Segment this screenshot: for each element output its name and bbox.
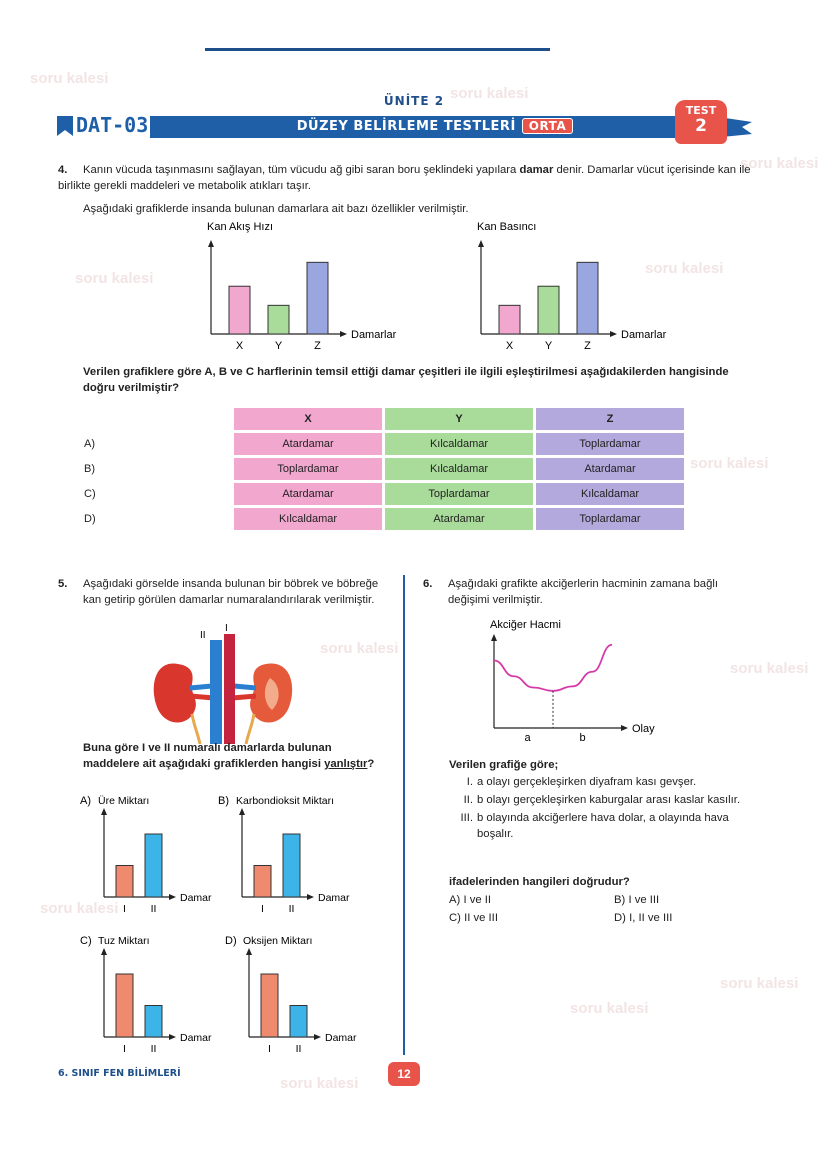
test-number: 2	[695, 116, 707, 136]
chart-title: Kan Akış Hızı	[207, 221, 274, 233]
x-axis-arrow-icon	[610, 331, 617, 337]
option-label: A)	[80, 795, 91, 807]
phase-label-a: a	[524, 732, 531, 744]
q6-ask: ifadelerinden hangileri doğrudur?	[449, 876, 630, 888]
cell-z: Kılcaldamar	[536, 483, 684, 505]
q6-number: 6.	[423, 578, 433, 590]
header-x: X	[234, 408, 382, 430]
watermark: soru kalesi	[730, 660, 809, 677]
option-label[interactable]: A)	[84, 438, 95, 450]
header-title	[150, 118, 720, 134]
cell-x: Kılcaldamar	[234, 508, 382, 530]
chart-akciger-hacmi	[478, 614, 678, 754]
footer-subject: 6. SINIF FEN BİLİMLERİ	[58, 1068, 181, 1079]
option-label[interactable]: B)	[84, 463, 95, 475]
option-label: C)	[80, 935, 92, 947]
y-axis-arrow-icon	[101, 808, 107, 815]
statement-text: b olayında akciğerlere hava dolar, a olayında hava boşalır.	[477, 812, 729, 840]
bar-ii	[145, 1006, 162, 1038]
q4-intro2: Aşağıdaki grafiklerde insanda bulunan damarlara ait bazı özellikler verilmiştir.	[83, 203, 469, 215]
tick-label: II	[150, 903, 157, 915]
cell-x: Atardamar	[234, 483, 382, 505]
unit-title: ÜNİTE 2	[383, 94, 445, 108]
tick-label: Y	[544, 340, 553, 352]
watermark: soru kalesi	[75, 270, 154, 287]
cell-z: Toplardamar	[536, 433, 684, 455]
q4-intro-text1: Kanın vücuda taşınmasını sağlayan, tüm vücudu ağ gibi saran boru şeklindeki yapılara	[83, 164, 520, 176]
q5-intro-text: Aşağıdaki görselde insanda bulunan bir böbrek ve böbreğe kan getirip görülen damarlar numaralandırılarak verilmiştir.	[83, 578, 379, 606]
bar-i	[261, 974, 278, 1037]
option-label: D)	[614, 912, 626, 924]
tick-label: I	[268, 1043, 271, 1055]
top-rule	[205, 48, 550, 51]
header-y: Y	[385, 408, 533, 430]
series-line	[494, 645, 612, 691]
q6-lead: Verilen grafiğe göre;	[449, 759, 559, 771]
vessel-I	[224, 634, 235, 744]
watermark: soru kalesi	[645, 260, 724, 277]
q6-option-c[interactable]	[449, 910, 498, 926]
x-axis-label: Damarlar	[621, 329, 667, 341]
option-label: C)	[449, 912, 461, 924]
chart-title: Kan Basıncı	[477, 221, 537, 233]
y-axis-arrow-icon	[239, 808, 245, 815]
bookmark-icon	[57, 114, 75, 138]
cell-y: Toplardamar	[385, 483, 533, 505]
bar-y	[268, 305, 289, 334]
q5-chart-A[interactable]	[80, 792, 230, 917]
watermark: soru kalesi	[570, 1000, 649, 1017]
cell-y: Kılcaldamar	[385, 458, 533, 480]
q4-intro-bold: damar	[519, 164, 554, 176]
cell-y: Atardamar	[385, 508, 533, 530]
vein-left-branch	[190, 686, 212, 688]
option-text: I ve II	[463, 894, 492, 906]
bar-i	[116, 866, 133, 898]
q5-chart-C[interactable]	[80, 932, 230, 1057]
option-label: B)	[614, 894, 626, 906]
header-z: Z	[536, 408, 684, 430]
x-axis-label: Damar	[318, 892, 350, 904]
statement-3	[449, 810, 754, 842]
option-text: II ve III	[464, 912, 498, 924]
chart-kan-akis-hizi	[195, 218, 425, 353]
bar-i	[254, 866, 271, 898]
statement-1	[449, 774, 754, 790]
y-axis-arrow-icon	[491, 634, 497, 641]
watermark: soru kalesi	[720, 975, 799, 992]
cell-z: Toplardamar	[536, 508, 684, 530]
watermark: soru kalesi	[40, 900, 119, 917]
statement-num: III.	[460, 812, 473, 824]
x-axis-arrow-icon	[314, 1034, 321, 1040]
tick-label: I	[123, 903, 126, 915]
y-axis-arrow-icon	[478, 240, 484, 247]
statement-text: b olayı gerçekleşirken kaburgalar arası kaslar kasılır.	[477, 794, 741, 806]
cell-z: Atardamar	[536, 458, 684, 480]
option-row-a[interactable]	[83, 433, 684, 455]
option-label: D)	[225, 935, 237, 947]
x-axis-label: Damar	[180, 892, 212, 904]
q5-chart-B[interactable]	[218, 792, 398, 917]
x-axis-arrow-icon	[169, 894, 176, 900]
label-II: II	[200, 630, 206, 641]
tick-label: Z	[314, 340, 321, 352]
bar-i	[116, 974, 133, 1037]
x-axis-label: Damar	[325, 1032, 357, 1044]
q5-question-underlined: yanlıştır	[324, 758, 368, 770]
phase-label-b: b	[579, 732, 586, 744]
tick-label: II	[150, 1043, 157, 1055]
cell-x: Toplardamar	[234, 458, 382, 480]
q6-option-d[interactable]	[614, 910, 672, 926]
statement-2	[449, 792, 754, 808]
watermark: soru kalesi	[30, 70, 109, 87]
q4-answer-table	[80, 405, 687, 533]
kidney-left	[154, 664, 196, 723]
option-row-d[interactable]	[83, 508, 684, 530]
cell-x: Atardamar	[234, 433, 382, 455]
test-code: DAT-03	[76, 113, 149, 137]
watermark: soru kalesi	[320, 640, 399, 657]
tick-label: X	[235, 340, 244, 352]
tick-label: Y	[274, 340, 283, 352]
kidney-figure	[148, 622, 298, 744]
q4-question: Verilen grafiklere göre A, B ve C harflerinin temsil ettiği damar çeşitleri ile ilgili eşleştirilmesi aşağıdakilerden hangisinde doğru verilmiştir?	[83, 366, 729, 394]
bar-y	[538, 286, 559, 334]
q5-question-end: ?	[367, 758, 375, 770]
watermark: soru kalesi	[740, 155, 819, 172]
tick-label: I	[123, 1043, 126, 1055]
column-divider	[403, 575, 405, 1055]
bar-z	[307, 262, 328, 334]
page-number: 12	[388, 1062, 420, 1086]
tick-label: II	[295, 1043, 302, 1055]
vein-right-branch	[234, 686, 256, 688]
bar-x	[229, 286, 250, 334]
artery-right-branch	[232, 696, 256, 698]
option-row-b[interactable]	[83, 458, 684, 480]
bar-ii	[145, 834, 162, 897]
chart-kan-basinci	[465, 218, 695, 353]
label-I: I	[225, 623, 228, 634]
q6-intro-text: Aşağıdaki grafikte akciğerlerin hacminin zamana bağlı değişimi verilmiştir.	[448, 578, 719, 606]
q5-chart-D[interactable]	[225, 932, 395, 1057]
statement-num: I.	[466, 776, 473, 788]
statement-num: II.	[463, 794, 473, 806]
test-badge	[675, 100, 727, 144]
table-corner	[83, 408, 231, 430]
header-title-text: DÜZEY BELİRLEME TESTLERİ	[296, 119, 516, 134]
q6-option-b[interactable]	[614, 892, 659, 908]
chart-title: Üre Miktarı	[98, 795, 150, 807]
y-axis-arrow-icon	[208, 240, 214, 247]
option-text: I ve III	[628, 894, 660, 906]
watermark: soru kalesi	[690, 455, 769, 472]
chart-title: Tuz Miktarı	[98, 935, 150, 947]
q5-question-text: Buna göre I ve II numaralı damarlarda bulunan maddelere ait aşağıdaki grafiklerden hangisi	[83, 742, 332, 770]
q6-option-a[interactable]	[449, 892, 491, 908]
tick-label: II	[288, 903, 295, 915]
statement-text: a olayı gerçekleşirken diyafram kası gevşer.	[477, 776, 697, 788]
q5-intro	[58, 576, 388, 608]
q6-statements	[449, 774, 754, 842]
option-row-c[interactable]	[83, 483, 684, 505]
option-text: I, II ve III	[629, 912, 673, 924]
option-label: A)	[449, 894, 461, 906]
bar-z	[577, 262, 598, 334]
y-axis-arrow-icon	[101, 948, 107, 955]
tick-label: I	[261, 903, 264, 915]
option-label[interactable]: C)	[84, 488, 96, 500]
x-axis-arrow-icon	[621, 725, 628, 731]
y-axis-arrow-icon	[246, 948, 252, 955]
q5-question	[83, 740, 388, 772]
test-label: TEST	[685, 104, 717, 117]
q5-number: 5.	[58, 578, 68, 590]
q6-intro	[423, 576, 753, 608]
x-axis-arrow-icon	[169, 1034, 176, 1040]
option-label[interactable]: D)	[84, 513, 96, 525]
bar-ii	[290, 1006, 307, 1038]
chart-title: Akciğer Hacmi	[490, 619, 561, 631]
option-label: B)	[218, 795, 229, 807]
table-header-row	[83, 408, 684, 430]
x-axis-label: Damarlar	[351, 329, 397, 341]
chart-title: Oksijen Miktarı	[243, 935, 313, 947]
bar-x	[499, 305, 520, 334]
x-axis-label: Olay	[632, 723, 655, 735]
tick-label: Z	[584, 340, 591, 352]
x-axis-arrow-icon	[307, 894, 314, 900]
chart-title: Karbondioksit Miktarı	[236, 795, 335, 807]
level-badge: ORTA	[522, 118, 573, 134]
tick-label: X	[505, 340, 514, 352]
q4-intro-text2: denir. Damarlar vücut içerisinde kan ile birlikte gerekli maddeleri ve metabolik atıkları taşır.	[58, 164, 751, 192]
q4-number: 4.	[58, 164, 68, 176]
cell-y: Kılcaldamar	[385, 433, 533, 455]
watermark: soru kalesi	[450, 85, 529, 102]
x-axis-arrow-icon	[340, 331, 347, 337]
q4-intro	[58, 162, 758, 194]
vessel-II	[210, 640, 222, 744]
x-axis-label: Damar	[180, 1032, 212, 1044]
watermark: soru kalesi	[280, 1075, 359, 1092]
bar-ii	[283, 834, 300, 897]
